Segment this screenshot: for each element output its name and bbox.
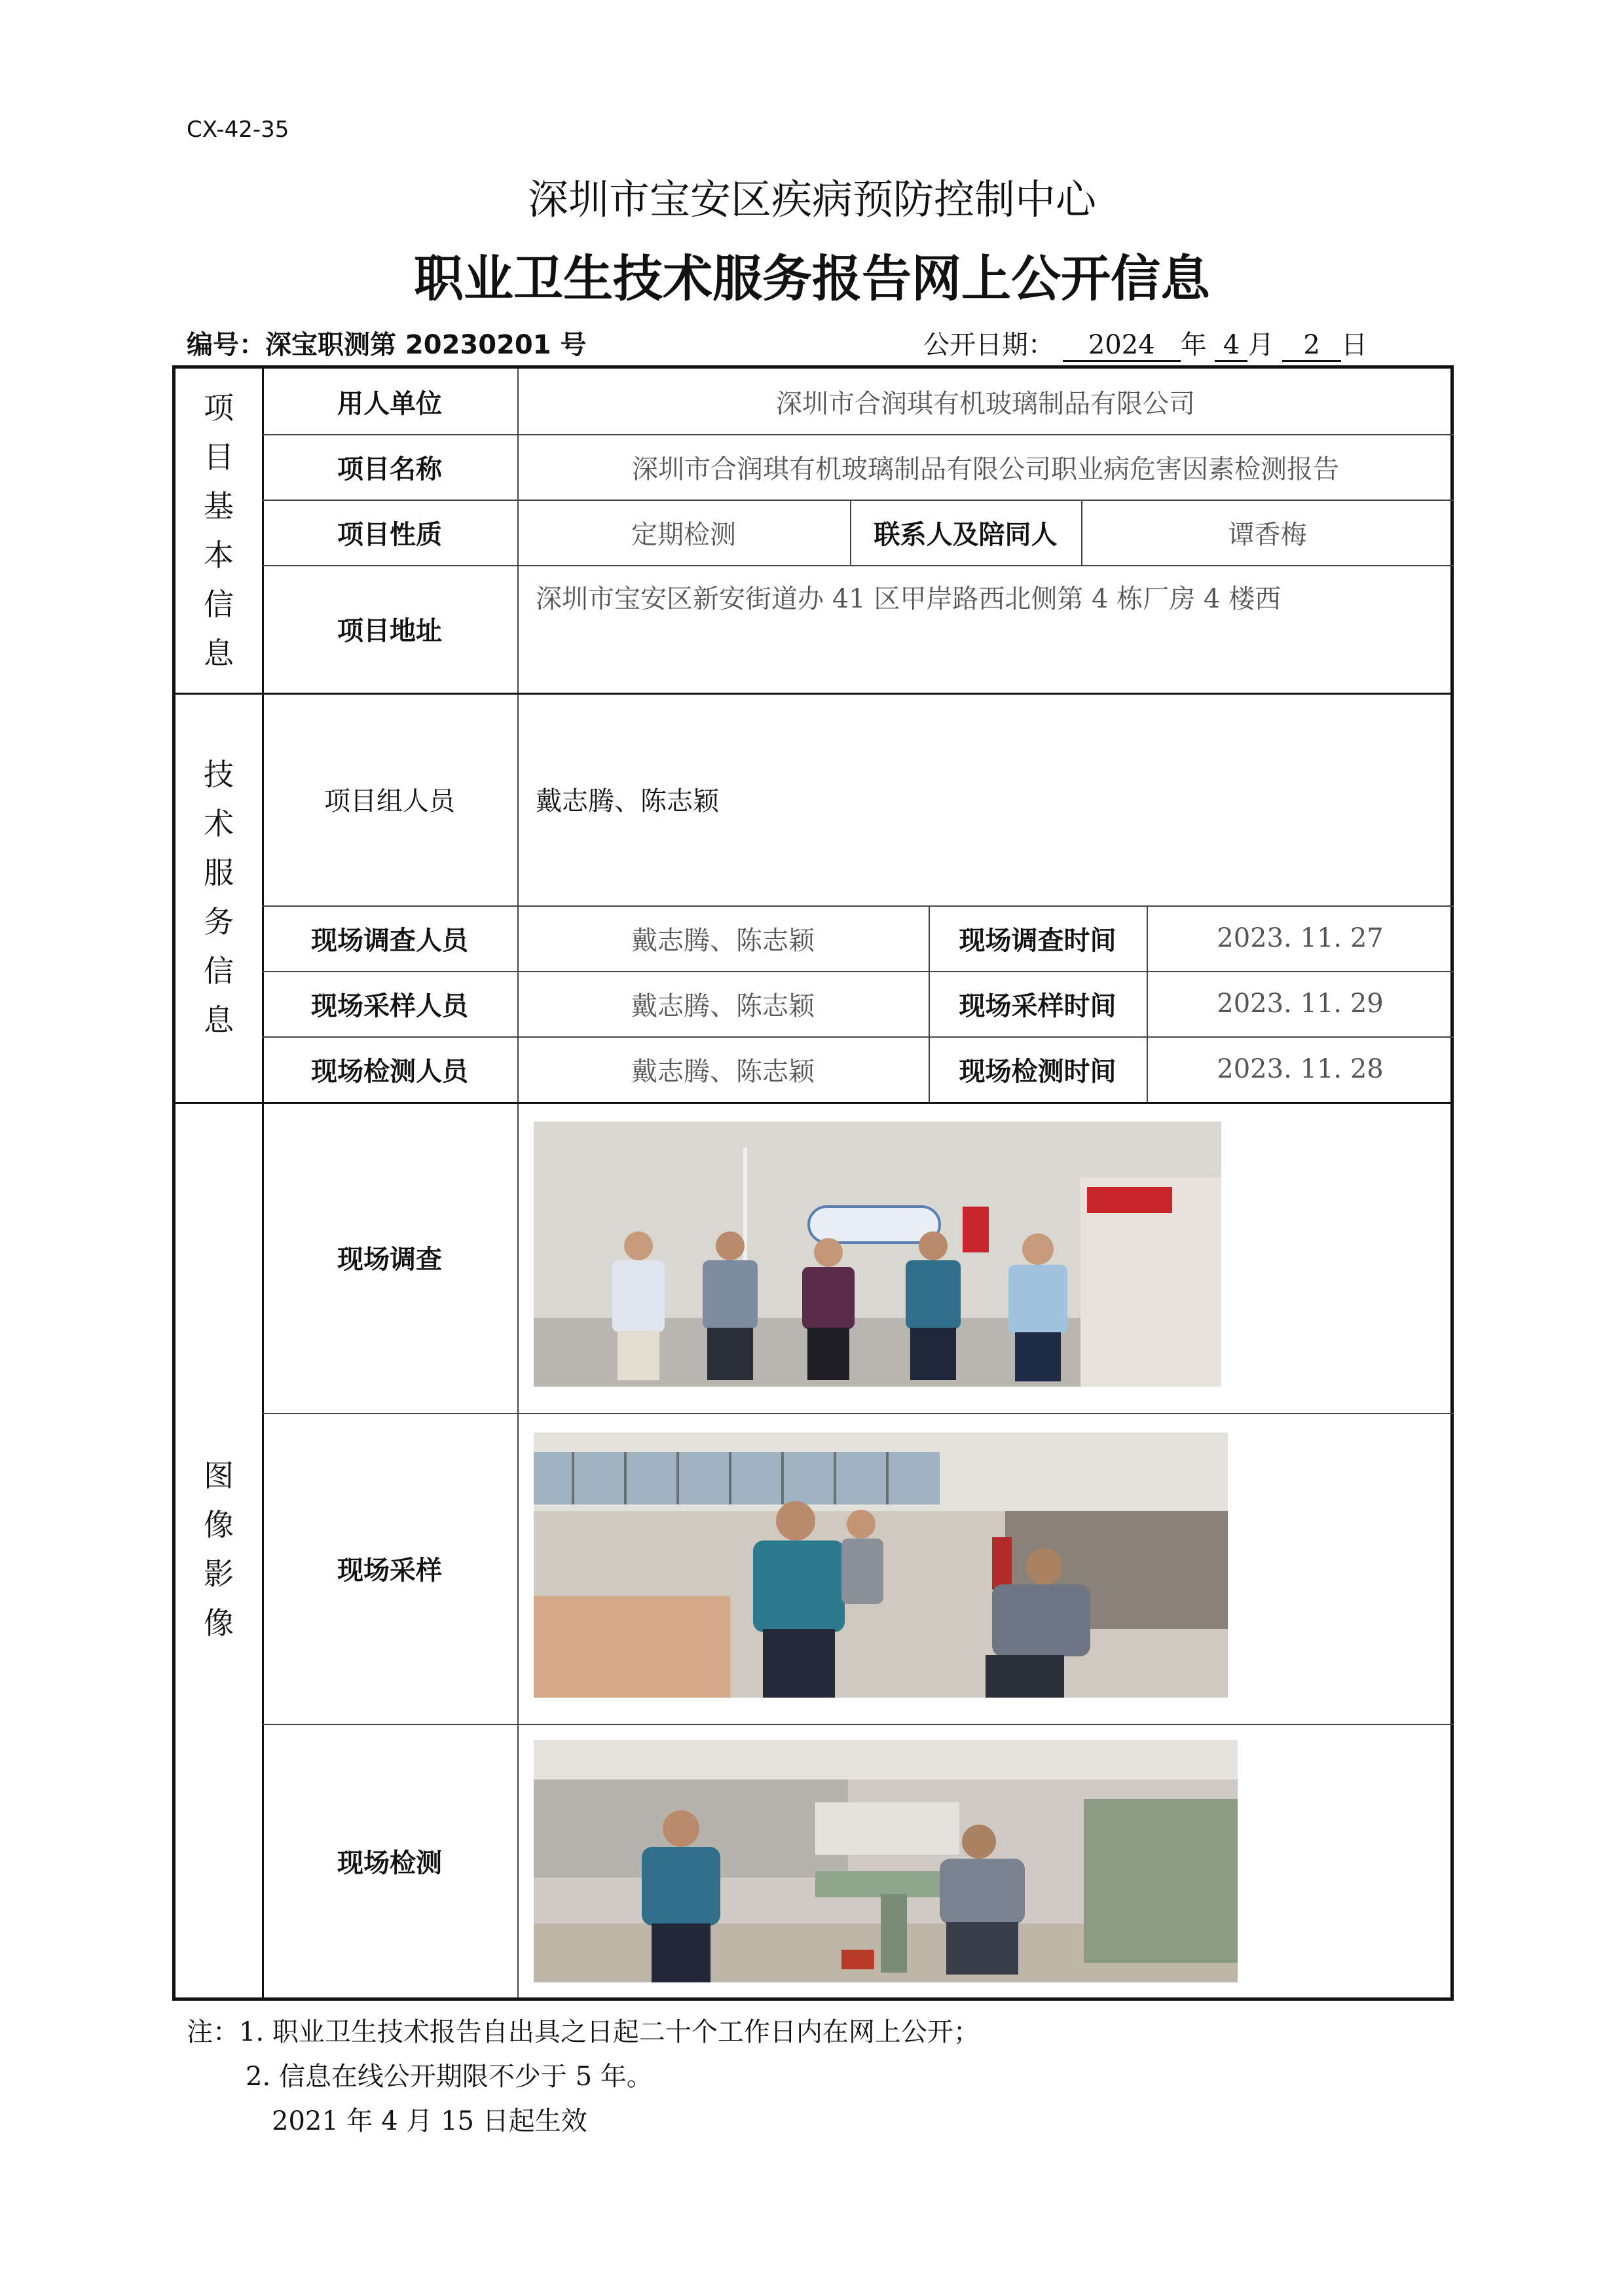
project-name-label: 项目名称 bbox=[337, 454, 442, 484]
testing-staff-value: 戴志腾、陈志颖 bbox=[631, 1056, 815, 1087]
survey-staff-value: 戴志腾、陈志颖 bbox=[631, 925, 815, 956]
section-tech-info: 技 术 服 务 信 息 bbox=[204, 756, 234, 1038]
testing-photo-label: 现场检测 bbox=[337, 1848, 442, 1878]
sampling-time-label: 现场采样时间 bbox=[959, 991, 1116, 1021]
day-char: 日 bbox=[1341, 330, 1368, 360]
note-1: 注：1. 职业卫生技术报告自出具之日起二十个工作日内在网上公开； bbox=[187, 2017, 980, 2047]
sampling-time-value: 2023. 11. 29 bbox=[1217, 989, 1384, 1019]
info-table bbox=[172, 365, 1454, 2001]
testing-staff-label: 现场检测人员 bbox=[311, 1056, 468, 1087]
survey-photo bbox=[534, 1121, 1221, 1387]
project-nature-value: 定期检测 bbox=[631, 519, 736, 550]
employer-label: 用人单位 bbox=[337, 388, 442, 419]
note-effective-date: 2021 年 4 月 15 日起生效 bbox=[272, 2106, 587, 2136]
testing-time-label: 现场检测时间 bbox=[959, 1056, 1116, 1087]
publish-date bbox=[923, 324, 1367, 362]
report-number: 编号：深宝职测第 20230201 号 bbox=[187, 330, 587, 360]
survey-staff-label: 现场调查人员 bbox=[311, 925, 468, 956]
survey-photo-label: 现场调查 bbox=[337, 1245, 442, 1275]
publish-date-label: 公开日期： bbox=[923, 330, 1054, 360]
sampling-staff-label: 现场采样人员 bbox=[311, 991, 468, 1021]
sampling-photo bbox=[534, 1432, 1228, 1698]
contact-label: 联系人及陪同人 bbox=[874, 519, 1058, 550]
contact-value: 谭香梅 bbox=[1228, 519, 1307, 550]
address-label: 项目地址 bbox=[337, 616, 442, 646]
project-name-value: 深圳市合润琪有机玻璃制品有限公司职业病危害因素检测报告 bbox=[632, 454, 1339, 484]
sampling-photo-label: 现场采样 bbox=[337, 1556, 442, 1586]
survey-time-label: 现场调查时间 bbox=[959, 925, 1116, 956]
survey-time-value: 2023. 11. 27 bbox=[1217, 923, 1384, 953]
publish-year: 2024 bbox=[1063, 330, 1181, 362]
employer-value: 深圳市合润琪有机玻璃制品有限公司 bbox=[776, 388, 1195, 419]
testing-photo bbox=[534, 1740, 1238, 1982]
publish-day: 2 bbox=[1282, 330, 1341, 362]
project-nature-label: 项目性质 bbox=[337, 519, 442, 550]
report-title: 职业卫生技术服务报告网上公开信息 bbox=[414, 249, 1210, 308]
note-2: 2. 信息在线公开期限不少于 5 年。 bbox=[246, 2062, 653, 2092]
month-char: 月 bbox=[1247, 330, 1274, 360]
testing-time-value: 2023. 11. 28 bbox=[1217, 1054, 1384, 1084]
address-value: 深圳市宝安区新安街道办 41 区甲岸路西北侧第 4 栋厂房 4 楼西 bbox=[536, 584, 1282, 614]
notes bbox=[187, 2010, 980, 2143]
section-basic-info: 项 目 基 本 信 息 bbox=[204, 390, 234, 671]
section-images: 图 像 影 像 bbox=[204, 1458, 234, 1641]
year-char: 年 bbox=[1180, 330, 1207, 360]
sampling-staff-value: 戴志腾、陈志颖 bbox=[631, 991, 815, 1021]
publish-month: 4 bbox=[1215, 330, 1247, 362]
team-value: 戴志腾、陈志颖 bbox=[536, 786, 719, 816]
document-code: CX-42-35 bbox=[187, 117, 289, 143]
organization-title: 深圳市宝安区疾病预防控制中心 bbox=[527, 175, 1096, 223]
team-label: 项目组人员 bbox=[324, 786, 455, 816]
